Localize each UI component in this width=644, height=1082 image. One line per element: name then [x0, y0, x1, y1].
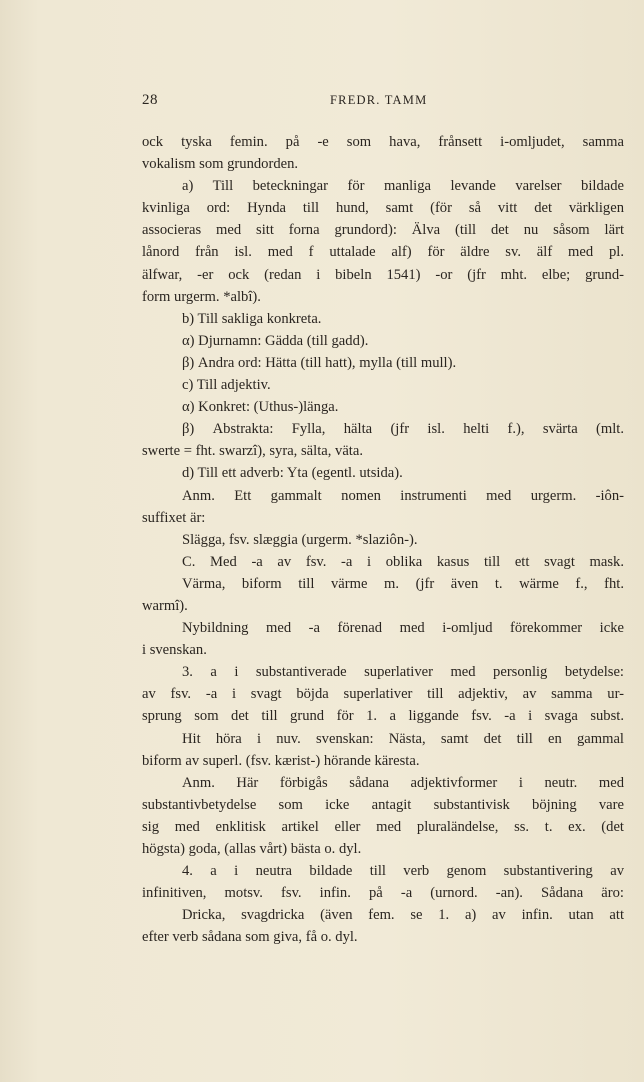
text-line: α) Konkret: (Uthus-)länga.	[182, 399, 339, 416]
text-line: d) Till ett adverb: Yta (egentl. utsida).	[182, 465, 403, 482]
text-line: lånord från isl. med f uttalade alf) för äldre sv. älf med pl.	[142, 244, 624, 261]
text-line: suffixet är:	[142, 509, 206, 526]
text-line: av fsv. -a i svagt böjda superlativer till adjektiv, av samma ur-	[142, 686, 624, 703]
text-line: form urgerm. *albî).	[142, 288, 261, 305]
text-line: α) Djurnamn: Gädda (till gadd).	[182, 332, 369, 349]
page-header	[142, 92, 624, 112]
text-line: Anm. Ett gammalt nomen instrumenti med urgerm. -iôn-	[182, 487, 624, 504]
text-line: warmî).	[142, 597, 188, 614]
text-line: Nybildning med -a förenad med i-omljud förekommer icke	[182, 620, 624, 637]
text-line: Slägga, fsv. slæggia (urgerm. *slaziôn-).	[182, 531, 418, 548]
body-text	[142, 131, 624, 948]
text-line: ock tyska femin. på -e som hava, frånsett i-omljudet, samma	[142, 134, 624, 150]
text-line: c) Till adjektiv.	[182, 377, 271, 394]
text-line: sig med enklitisk artikel eller med pluraländelse, ss. t. ex. (det	[142, 818, 624, 835]
text-line: Hit höra i nuv. svenskan: Nästa, samt det till en gammal	[182, 730, 624, 747]
text-line: efter verb sådana som giva, få o. dyl.	[142, 929, 358, 946]
text-line: Anm. Här förbigås sådana adjektivformer i neutr. med	[182, 774, 624, 791]
text-line: infinitiven, motsv. fsv. infin. på -a (urnord. -an). Sådana äro:	[142, 885, 624, 902]
text-line: substantivbetydelse som icke antagit substantivisk böjning vare	[142, 796, 624, 813]
page-number: 28	[142, 92, 158, 108]
text-line: sprung som det till grund för 1. a liggande fsv. -a i svaga subst.	[142, 708, 624, 725]
text-line: 3. a i substantiverade superlativer med personlig betydelse:	[182, 664, 624, 681]
text-line: Dricka, svagdricka (även fem. se 1. a) av infin. utan att	[182, 907, 624, 924]
text-line: 4. a i neutra bildade till verb genom substantivering av	[182, 863, 624, 880]
text-line: kvinliga ord: Hynda till hund, samt (för så vitt det värkligen	[142, 200, 624, 217]
running-head: FREDR. TAMM	[330, 93, 428, 107]
text-line: vokalism som grundorden.	[142, 156, 299, 173]
text-line: b) Till sakliga konkreta.	[182, 310, 322, 327]
text-line: C. Med -a av fsv. -a i oblika kasus till ett svagt mask.	[182, 553, 624, 570]
text-line: associeras med sitt forna grundord): Älva (till det nu såsom lärt	[142, 222, 624, 239]
text-line: biform av superl. (fsv. kærist-) hörande käresta.	[142, 752, 420, 769]
text-line: älfwar, -er ock (redan i bibeln 1541) -or (jfr mht. elbe; grund-	[142, 266, 624, 283]
text-line: β) Andra ord: Hätta (till hatt), mylla (till mull).	[182, 354, 457, 371]
text-line: högsta) goda, (allas vårt) bästa o. dyl.	[142, 841, 362, 857]
text-line: i svenskan.	[142, 642, 207, 659]
text-line: a) Till beteckningar för manliga levande varelser bildade	[182, 178, 624, 195]
text-line: β) Abstrakta: Fylla, hälta (jfr isl. helti f.), svärta (mlt.	[182, 421, 624, 438]
text-line: swerte = fht. swarzî), syra, sälta, väta.	[142, 443, 363, 460]
text-line: Värma, biform till värme m. (jfr även t. wärme f., fht.	[182, 575, 624, 592]
